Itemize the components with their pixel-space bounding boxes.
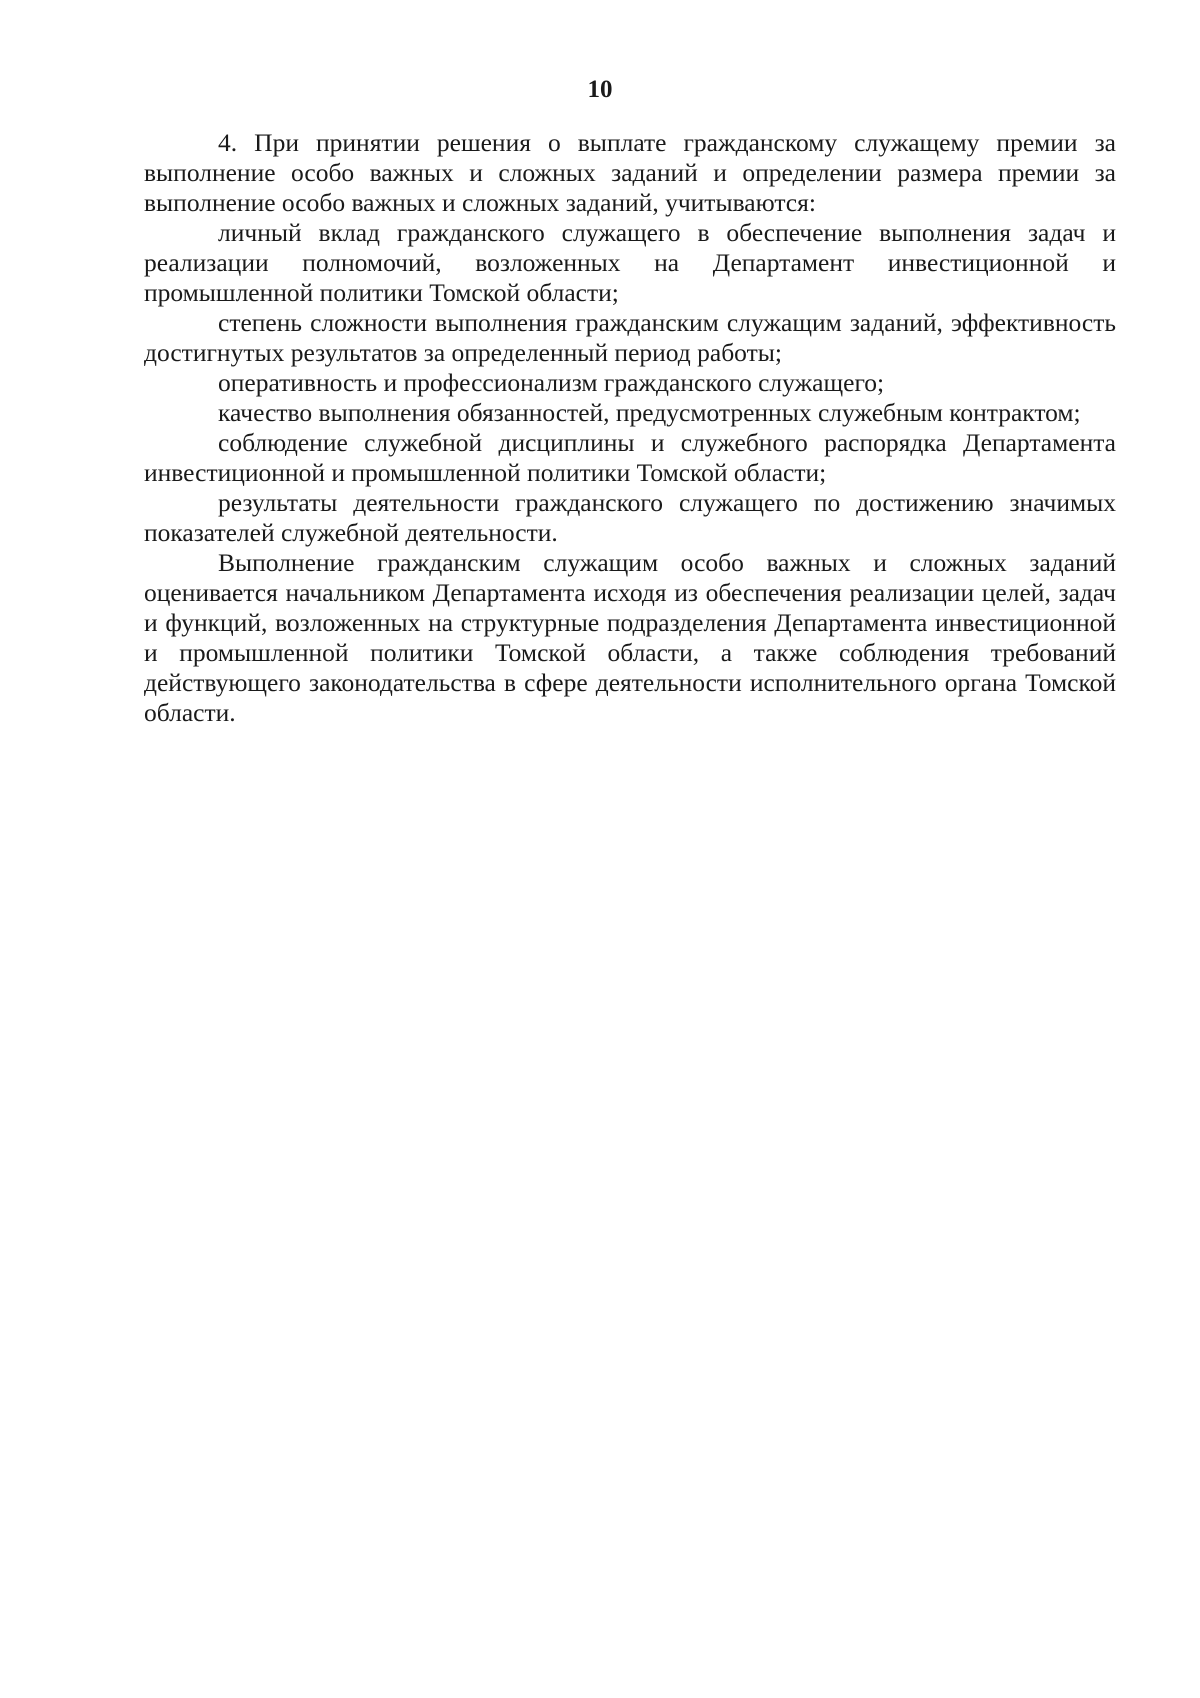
paragraph-duty-quality: качество выполнения обязанностей, предусмотренных служебным контрактом;	[218, 398, 1081, 427]
paragraph-performance-results: результаты деятельности гражданского служащего по достижению значимых показателей служебной деятельности.	[144, 488, 1116, 547]
paragraph-efficiency-professionalism: оперативность и профессионализм гражданского служащего;	[218, 368, 885, 397]
paragraph-task-complexity: степень сложности выполнения гражданским служащим заданий, эффективность достигнутых результатов за определенный период работы;	[144, 308, 1116, 367]
paragraph-premium-criteria-intro: 4. При принятии решения о выплате гражданскому служащему премии за выполнение особо важных и сложных заданий и определении размера премии за выполнение особо важных и сложных заданий, учитываются:	[144, 128, 1116, 217]
paragraph-personal-contribution: личный вклад гражданского служащего в обеспечение выполнения задач и реализации полномочий, возложенных на Департамент инвестиционной и промышленной политики Томской области;	[144, 218, 1116, 307]
paragraph-discipline: соблюдение служебной дисциплины и служебного распорядка Департамента инвестиционной и промышленной политики Томской области;	[144, 428, 1116, 487]
document-body	[144, 128, 1116, 728]
paragraph-assessment: Выполнение гражданским служащим особо важных и сложных заданий оценивается начальником Департамента исходя из обеспечения реализации целей, задач и функций, возложенных на структурные подразделения Департамента инвестиционной и промышленной политики Томской области, а также соблюдения требований действующего законодательства в сфере деятельности исполнительного органа Томской области.	[144, 548, 1116, 727]
page-number: 10	[587, 76, 613, 103]
